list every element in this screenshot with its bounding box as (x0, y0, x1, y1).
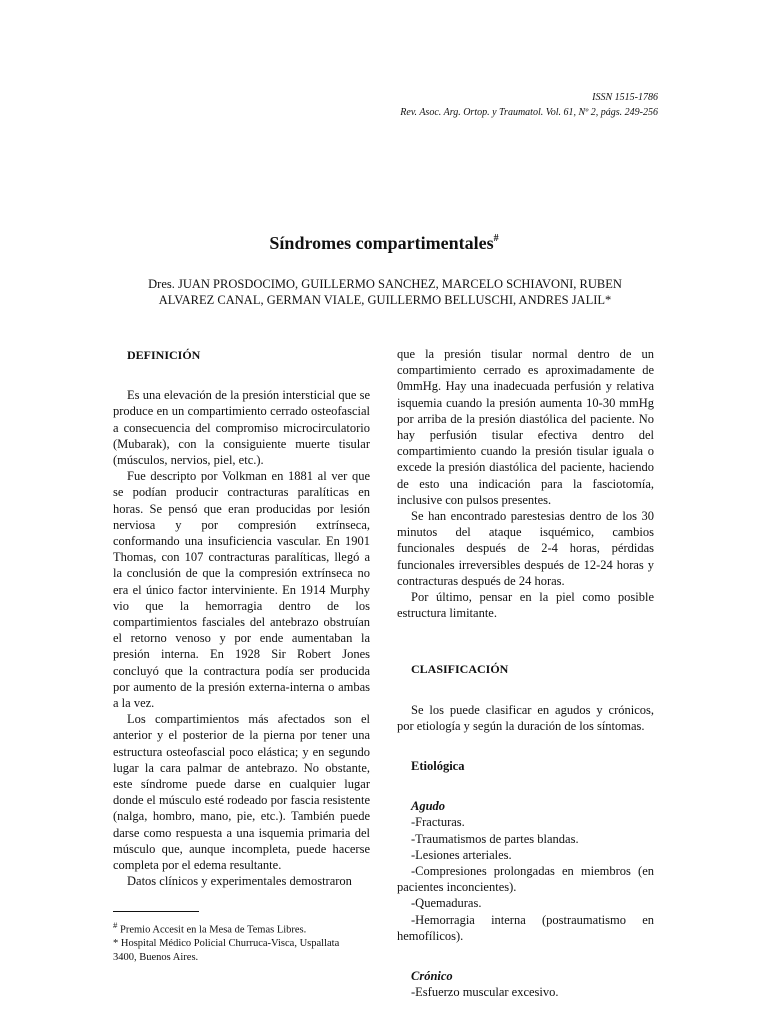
section-heading-definicion: DEFINICIÓN (127, 348, 201, 362)
paragraph: Datos clínicos y experimentales demostraron (127, 874, 352, 889)
left-column (113, 347, 370, 890)
footnote (113, 919, 363, 937)
authors-line-2: ALVAREZ CANAL, GERMAN VIALE, GUILLERMO BELLUSCHI, ANDRES JALIL* (158, 293, 612, 307)
title-footnote-mark: # (493, 233, 499, 244)
list-item: -Traumatismos de partes blandas. (411, 831, 579, 846)
footnote-text: Premio Accesit en la Mesa de Temas Libres. (120, 924, 307, 936)
paragraph-continuation: que la presión tisular normal dentro de un compartimiento cerrado es aproximadamente de 0mmHg. Hay una inadecuada perfusión y relativa isquemia cuando la presión aumenta 10-30 mmHg por arriba de la presión diastólica del paciente. No hay perfusión tisular efectiva dentro del compartimiento cuando la presión tisular iguala o excede la presión diastólica del paciente, haciendo de esto una indicación para la fasciotomía, inclusive con pulsos presentes. (397, 347, 654, 507)
authors-line-1: Dres. JUAN PROSDOCIMO, GUILLERMO SANCHEZ, MARCELO SCHIAVONI, RUBEN (148, 277, 622, 291)
list-item: -Compresiones prolongadas en miembros (en pacientes inconcientes). (397, 864, 654, 895)
paragraph: Por último, pensar en la piel como posible estructura limitante. (397, 590, 654, 621)
title-text: Síndromes compartimentales (269, 233, 494, 253)
subheading-agudo: Agudo (411, 799, 446, 814)
footnote-mark: # (113, 920, 118, 930)
list-item: -Quemaduras. (411, 896, 482, 911)
footnote (113, 937, 363, 964)
list-item: -Fracturas. (411, 815, 465, 830)
journal-header (400, 90, 658, 120)
citation: Rev. Asoc. Arg. Ortop. y Traumatol. Vol. 61, Nº 2, págs. 249-256 (400, 107, 658, 118)
issn: ISSN 1515-1786 (592, 92, 658, 103)
footnote-divider (113, 911, 199, 912)
paragraph: Se han encontrado parestesias dentro de los 30 minutos del ataque isquémico, cambios funcionales después de 2-4 horas, pérdidas funcionales irreversibles después de 12-24 horas y contracturas después de 24 horas. (397, 509, 654, 588)
list-item: -Hemorragia interna (postraumatismo en hemofílicos). (397, 912, 654, 943)
footnote-text: Hospital Médico Policial Churruca-Visca, Uspallata 3400, Buenos Aires. (113, 938, 340, 963)
paragraph: Es una elevación de la presión intersticial que se produce en un compartimiento cerrado osteofascial a consecuencia del compromiso microcirculatorio (Mubarak), con la consiguiente muerte tisular (músculos, nervios, piel, etc.). (113, 388, 370, 468)
list-item: -Lesiones arteriales. (411, 847, 512, 862)
paragraph: Fue descripto por Volkman en 1881 al ver que se podían producir contracturas paralíticas en horas. Se pensó que eran producidas por lesión nerviosa y por compresión extrínseca, conformando una insuficiencia vascular. En 1901 Thomas, con 107 contracturas paralíticas, llegó a la conclusión de que la compresión extrínseca no era el único factor interviniente. En 1914 Murphy vio que la hemorragia dentro de los compartimientos fasciales del antebrazo obstruían el retorno venoso y por ende aumentaban la presión interna. En 1928 Sir Robert Jones concluyó que la contractura podía ser producida por aumento de la presión externa-interna o ambas a la vez. (113, 469, 370, 711)
authors (130, 276, 640, 308)
subheading-etiologica: Etiológica (411, 759, 465, 774)
footnote-mark: * (113, 938, 119, 949)
article-title (0, 233, 768, 254)
section-heading-clasificacion: CLASIFICACIÓN (411, 662, 509, 677)
subheading-cronico: Crónico (411, 969, 453, 984)
right-column (397, 346, 654, 1001)
paragraph: Los compartimientos más afectados son el anterior y el posterior de la pierna por tener una estructura osteofascial poco elástica; y en segundo lugar la cara palmar de antebrazo. No obstante, este síndrome puede darse en cualquier lugar donde el músculo esté rodeado por fascia resistente (nalga, hombro, mano, pie, etc.). También puede darse como respuesta a una isquemia primaria del músculo que, aunque incompleta, puede hacerse completa por el edema resultante. (113, 712, 370, 873)
list-item: -Esfuerzo muscular excesivo. (411, 985, 559, 1000)
paragraph: Se los puede clasificar en agudos y crónicos, por etiología y según la duración de los síntomas. (397, 702, 654, 733)
footnotes (113, 919, 363, 964)
